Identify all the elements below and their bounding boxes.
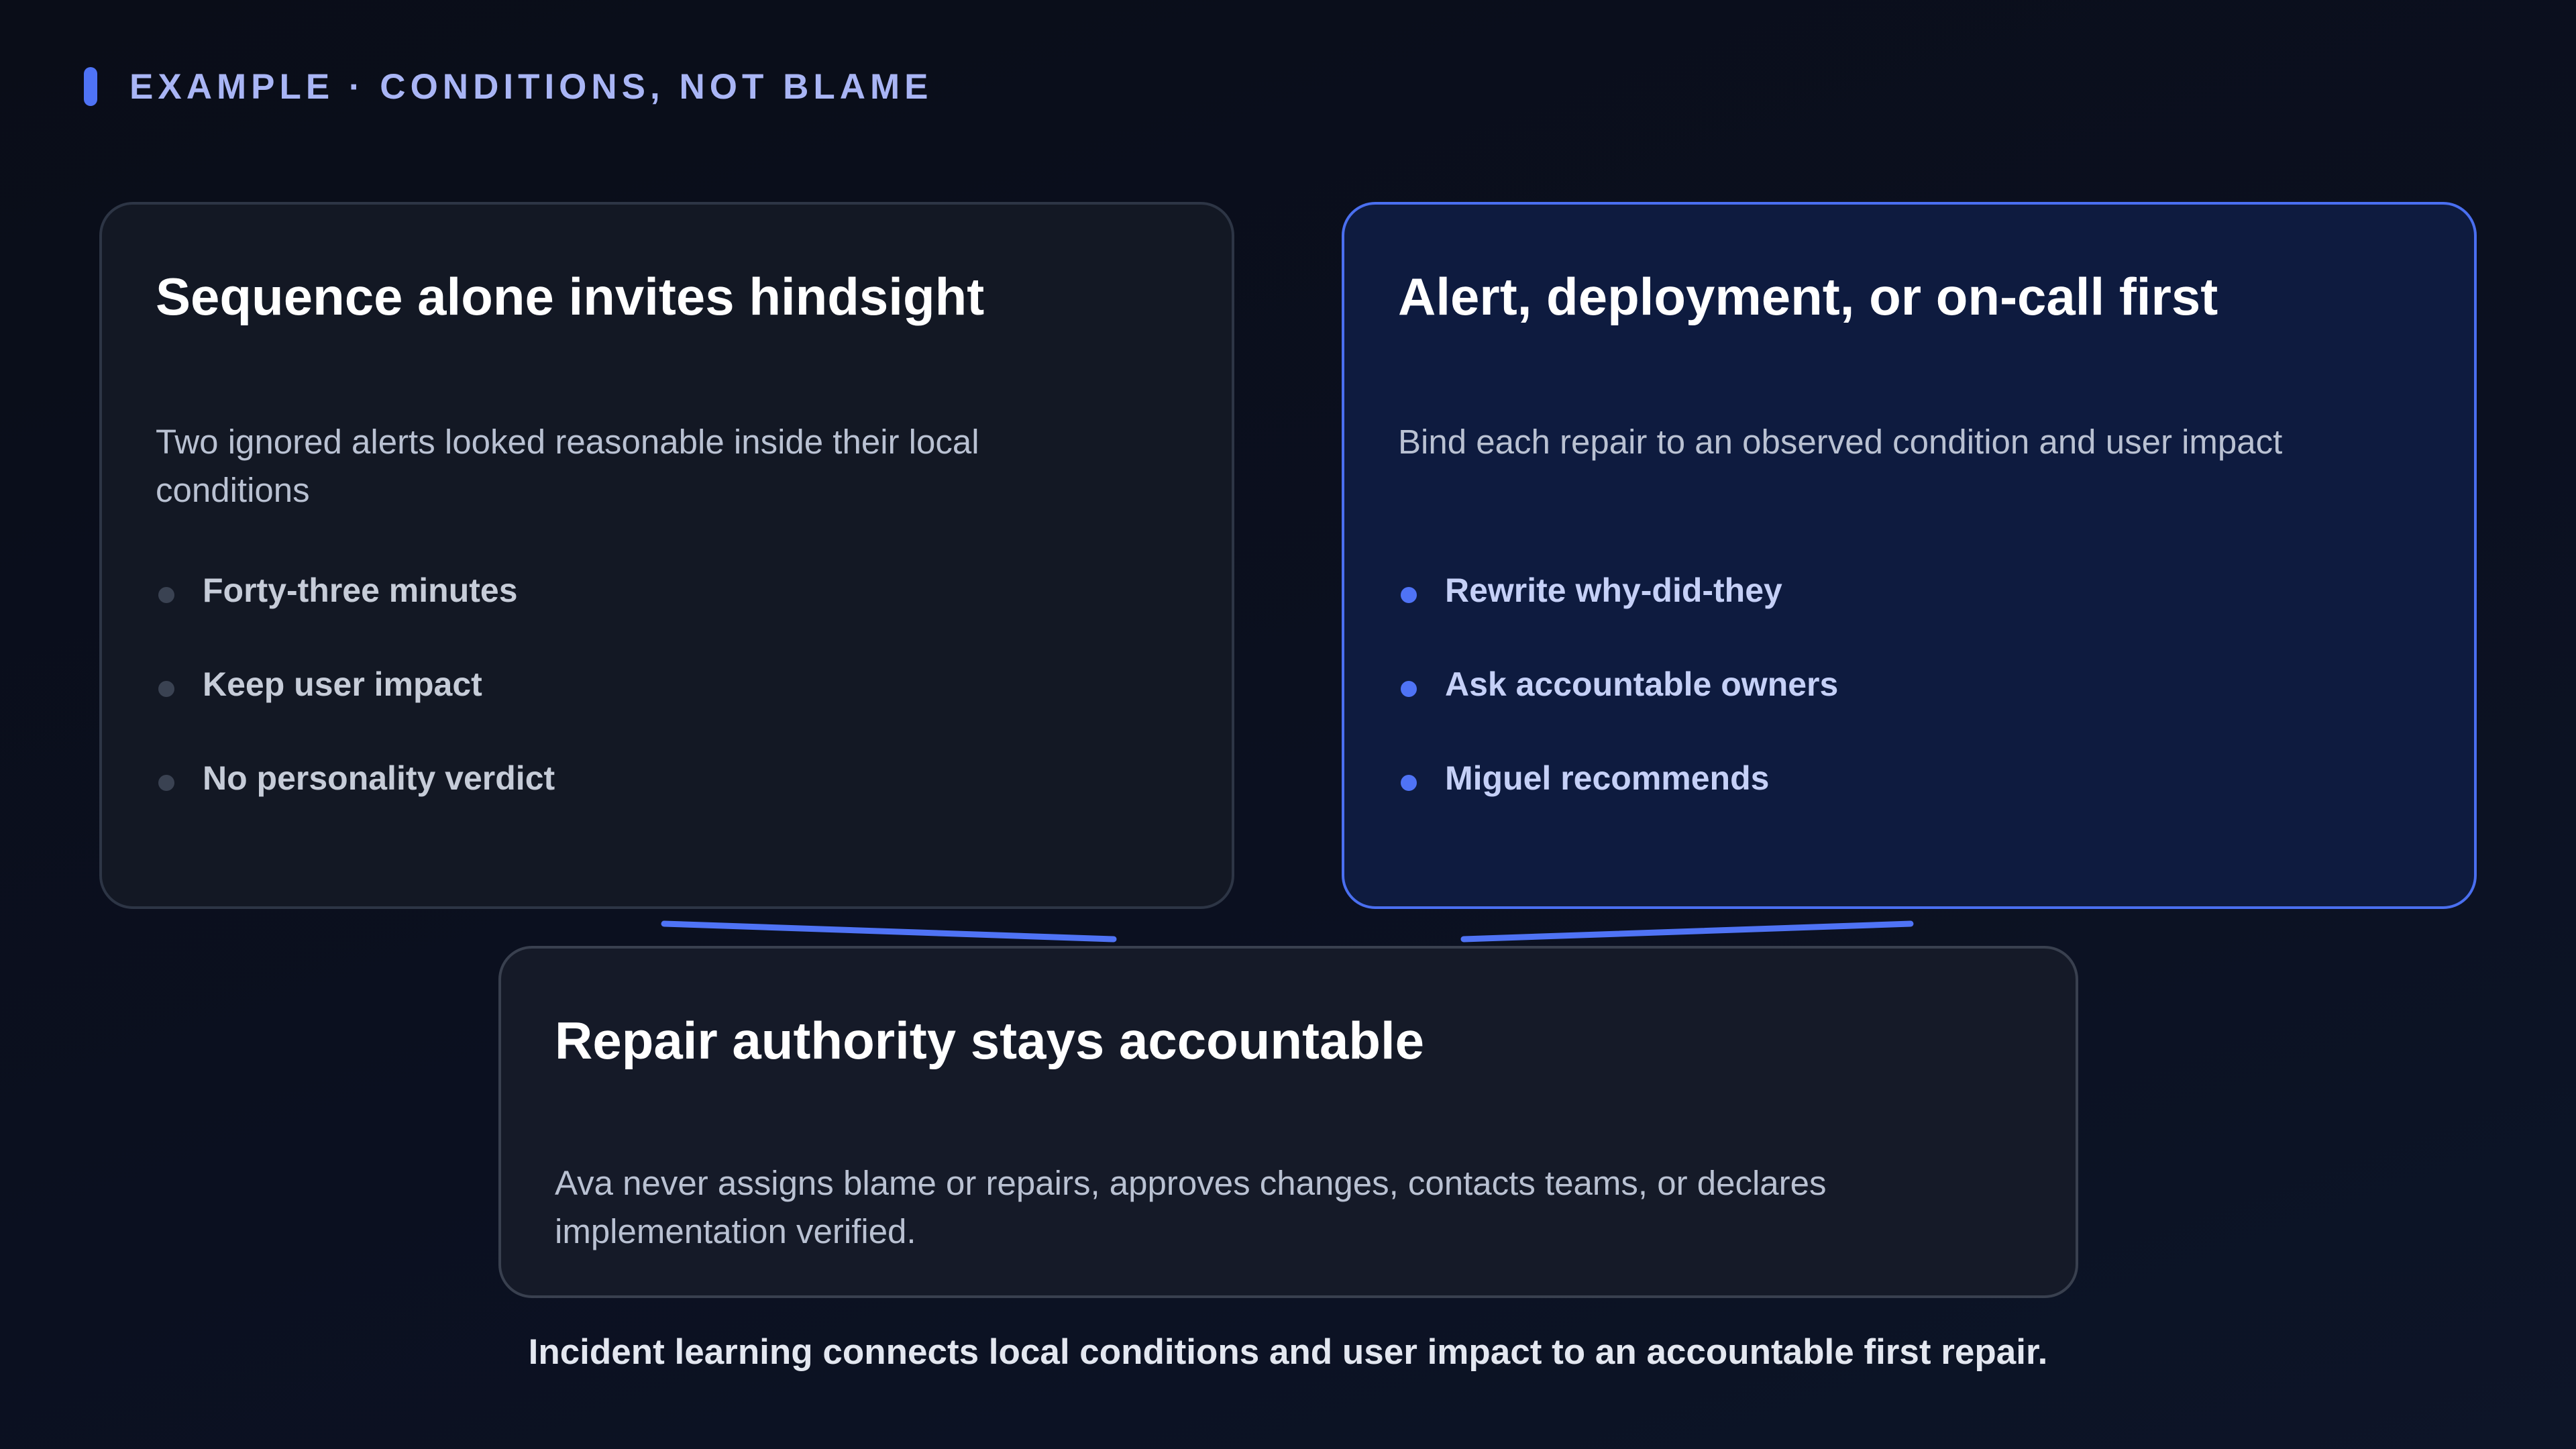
- bullet-text: Forty-three minutes: [203, 572, 518, 609]
- bullet-text: Keep user impact: [203, 665, 482, 703]
- bullet-text: No personality verdict: [203, 759, 555, 797]
- card-title: Sequence alone invites hindsight: [156, 267, 985, 326]
- eyebrow-label: EXAMPLE · CONDITIONS, NOT BLAME: [129, 66, 933, 107]
- card-body: Two ignored alerts looked reasonable inside their local conditions: [156, 423, 979, 509]
- connector-line-right: [1464, 924, 1911, 939]
- card-title: Repair authority stays accountable: [555, 1011, 1425, 1070]
- bullet-text: Rewrite why-did-they: [1445, 572, 1782, 609]
- bullet-text: Ask accountable owners: [1445, 665, 1839, 703]
- card-body: Bind each repair to an observed condition and user impact: [1398, 423, 2283, 461]
- card-title: Alert, deployment, or on-call first: [1398, 267, 2218, 326]
- bullet-text: Miguel recommends: [1445, 759, 1770, 797]
- card-repair-authority: [498, 946, 2078, 1298]
- footer-caption: Incident learning connects local conditions and user impact to an accountable first repair.: [528, 1332, 2048, 1372]
- card-body: Ava never assigns blame or repairs, approves changes, contacts teams, or declares implementation verified.: [555, 1164, 1827, 1250]
- connector-line-left: [664, 924, 1114, 939]
